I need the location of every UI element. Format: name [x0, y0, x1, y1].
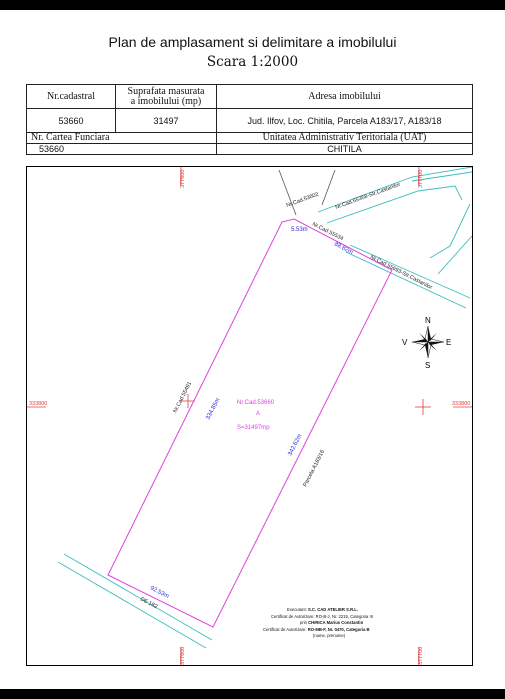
- executant-line-2: Certificat de Autorizare: RO-B-J, Nr. 2215, Categoria III: [271, 614, 373, 619]
- dimension-labels: [149, 227, 354, 600]
- label-carte-funciara: Nr. Cartea Funciara: [27, 133, 217, 144]
- parcel-id-label: Nr.Cad.53660: [237, 400, 275, 406]
- value-adresa: Jud. Ilfov, Loc. Chitila, Parcela A183/17, A183/18: [217, 109, 473, 133]
- label-nr-55491: Nr.Cad.55491: [172, 380, 194, 414]
- bottom-border-bar: [0, 689, 505, 699]
- label-nr-53602: Nr.Cad.53602: [285, 191, 320, 209]
- label-nr-55534: Nr.Cad.55534: [311, 221, 345, 243]
- executant-line-3: prin CHIRICA Marius Constantin: [300, 620, 364, 625]
- grid-label-bottom-left: 377600: [180, 646, 186, 665]
- header-suprafata-line1: Suprafata masurata: [127, 85, 205, 97]
- grid-label-bottom-right: 377700: [418, 646, 424, 665]
- parcel-east-boundary-2: [438, 236, 472, 274]
- grid-labels: [29, 170, 470, 665]
- label-street-55358: Nr.Cad.55358-Str.Castanilor: [334, 181, 402, 211]
- compass-e-label: E: [446, 338, 452, 347]
- compass-rose: [402, 316, 451, 370]
- parcel-letter-label: A: [256, 411, 261, 417]
- neighbor-boundaries: [58, 167, 472, 648]
- compass-s-label: S: [425, 361, 431, 370]
- neighbor-labels: [139, 182, 433, 610]
- de-182-boundary-2: [58, 562, 206, 648]
- label-de-182: DE 182: [139, 596, 159, 611]
- executant-line-4: Certificat de Autorizare: RO-MB-F, Nr. 0470, Categoria B: [263, 627, 370, 632]
- document-title: Plan de amplasament si delimitare a imobilului: [108, 34, 397, 50]
- value-nr-cadastral: 53660: [27, 109, 116, 133]
- dim-top-long: 88.82m: [333, 241, 354, 256]
- value-uat: CHITILA: [217, 144, 473, 155]
- parcel-53660-boundary: [108, 219, 392, 627]
- castanilor-boundary-2: [346, 252, 466, 308]
- value-carte-funciara: 53660: [27, 144, 217, 155]
- label-uat: Unitatea Administrativ Teritoriala (UAT): [217, 133, 473, 144]
- header-nr-cadastral: Nr.cadastral: [27, 85, 116, 109]
- dim-right: 342.62m: [287, 433, 304, 457]
- executant-line-1: Executant: S.C. CAD ATELIER S.R.L.: [287, 607, 358, 612]
- de-182-boundary-1: [64, 554, 212, 640]
- dim-top-short: 5.53m: [291, 227, 308, 233]
- label-parcela: Parcela A183/16: [302, 449, 327, 488]
- grid-crosses: [27, 167, 472, 665]
- executant-block: [263, 607, 373, 638]
- grid-label-right: 333800: [452, 401, 471, 407]
- parcel-east-boundary: [430, 204, 470, 258]
- dim-bottom: 92.53m: [149, 585, 170, 600]
- compass-v-label: V: [402, 338, 408, 347]
- dim-left: 334.85m: [205, 397, 222, 421]
- label-street-55693: Nr.Cad.55693-Str.Castanilor: [369, 254, 434, 292]
- value-suprafata: 31497: [116, 109, 217, 133]
- grid-label-top-left: 377600: [180, 169, 186, 188]
- scale-label: Scara 1:2000: [206, 54, 299, 70]
- castanilor-boundary-1: [350, 245, 470, 298]
- grid-label-left: 333800: [29, 401, 48, 407]
- parcel-labels: [237, 400, 275, 431]
- header-adresa: Adresa imobilului: [217, 85, 473, 109]
- grid-label-top-right: 377700: [418, 169, 424, 188]
- header-suprafata-line2: a imobilului (mp): [130, 95, 202, 107]
- parcel-area-label: S=31497mp: [237, 425, 270, 431]
- compass-n-label: N: [425, 316, 431, 325]
- executant-line-5: (nume, prenume): [313, 633, 346, 638]
